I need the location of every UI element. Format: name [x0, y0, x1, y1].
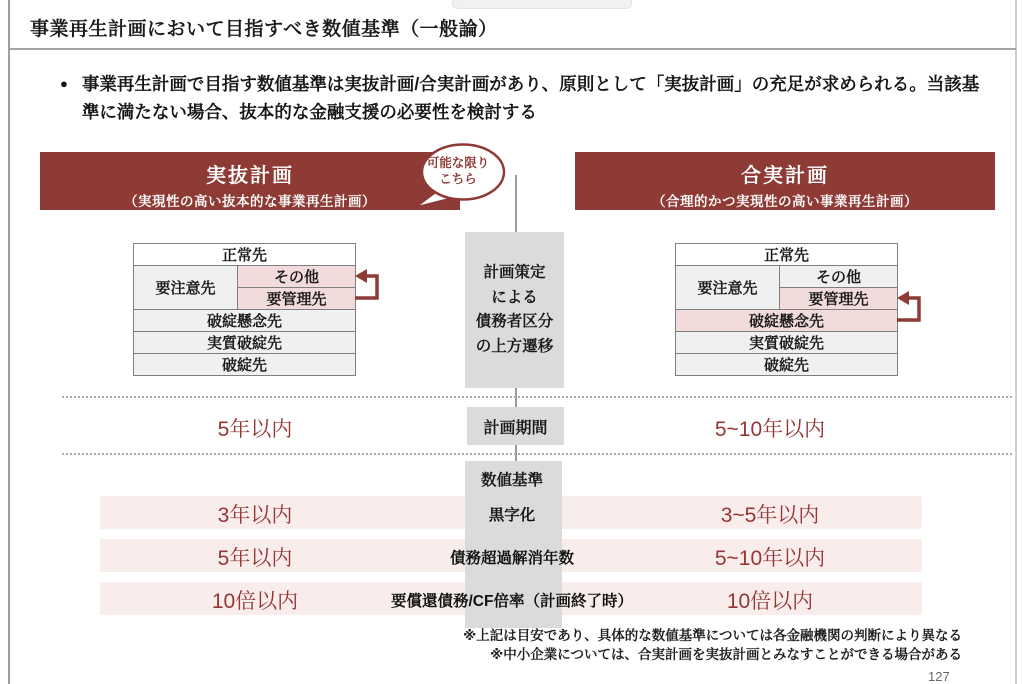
bullet-icon: ●: [60, 76, 68, 91]
transition-line: 計画策定: [483, 264, 546, 281]
left-upgrade-arrow-icon: [353, 260, 387, 306]
left-classification-table: [133, 243, 356, 376]
speech-bubble-text: [414, 155, 502, 187]
footnote-line: ※中小企業については、合実計画を実抜計画とみなすことができる場合がある: [490, 646, 962, 662]
right-criteria-value: 3~5年以内: [720, 504, 820, 527]
criteria-label: 黒字化: [488, 507, 536, 524]
upward-transition-box: [465, 232, 564, 388]
right-criteria-value: 10倍以内: [726, 590, 814, 613]
left-criteria-value: 5年以内: [217, 547, 293, 570]
bubble-line-1: 可能な限り: [426, 156, 490, 170]
page-title: 事業再生計画において目指すべき数値基準（一般論）: [30, 19, 498, 40]
table-cell: 破綻懸念先: [676, 310, 898, 332]
criteria-row: [0, 582, 1024, 615]
footnotes: [300, 627, 962, 664]
plan-period-label: 計画期間: [467, 407, 564, 445]
table-cell: 要注意先: [676, 266, 780, 310]
left-plan-title: 実抜計画: [206, 165, 294, 187]
transition-line: 債務者区分: [475, 313, 554, 330]
top-window-artifact: [452, 0, 632, 9]
footnote-line: ※上記は目安であり、具体的な数値基準については各金融機関の判断により異なる: [463, 628, 962, 643]
criteria-label: 要償還債務/CF倍率（計画終了時）: [391, 593, 633, 610]
table-cell: 正常先: [134, 244, 356, 266]
table-cell: 要管理先: [238, 288, 356, 310]
title-divider: [10, 48, 1016, 50]
criteria-section-label: 数値基準: [480, 472, 543, 489]
criteria-row: [0, 539, 1024, 572]
left-plan-period-value: 5年以内: [217, 418, 293, 441]
left-criteria-value: 10倍以内: [211, 590, 299, 613]
page-number: 127: [928, 669, 950, 684]
bubble-line-2: こちら: [439, 172, 477, 186]
left-plan-subtitle: （実現性の高い抜本的な事業再生計画）: [124, 194, 376, 209]
right-upgrade-arrow-icon: [895, 282, 929, 332]
table-cell: その他: [780, 266, 898, 288]
table-cell: 実質破綻先: [676, 332, 898, 354]
criteria-row: [0, 496, 1024, 529]
summary-text: 事業再生計画で目指す数値基準は実抜計画/合実計画があり、原則として「実抜計画」の充足が求められる。当該基準に満たない場合、抜本的な金融支援の必要性を検討する: [81, 74, 980, 122]
table-cell: 破綻先: [676, 354, 898, 376]
table-cell: 要管理先: [780, 288, 898, 310]
table-cell: 要注意先: [134, 266, 238, 310]
left-criteria-value: 3年以内: [217, 504, 293, 527]
dotted-divider: [62, 453, 1012, 455]
transition-line: の上方遷移: [475, 337, 554, 355]
right-plan-period-value: 5~10年以内: [714, 418, 826, 441]
table-cell: 正常先: [676, 244, 898, 266]
right-plan-title: 合実計画: [741, 165, 829, 187]
table-cell: 実質破綻先: [134, 332, 356, 354]
right-plan-header: [575, 152, 995, 210]
table-cell: その他: [238, 266, 356, 288]
table-cell: 破綻懸念先: [134, 310, 356, 332]
transition-line: による: [491, 288, 538, 306]
right-plan-subtitle: （合理的かつ実現性の高い事業再生計画）: [652, 194, 918, 209]
table-cell: 破綻先: [134, 354, 356, 376]
left-plan-header: [40, 152, 460, 210]
criteria-label: 債務超過解消年数: [449, 550, 574, 567]
dotted-divider: [62, 396, 1012, 398]
right-criteria-value: 5~10年以内: [714, 547, 826, 570]
summary-bullet: [60, 70, 980, 126]
right-classification-table: [675, 243, 898, 376]
